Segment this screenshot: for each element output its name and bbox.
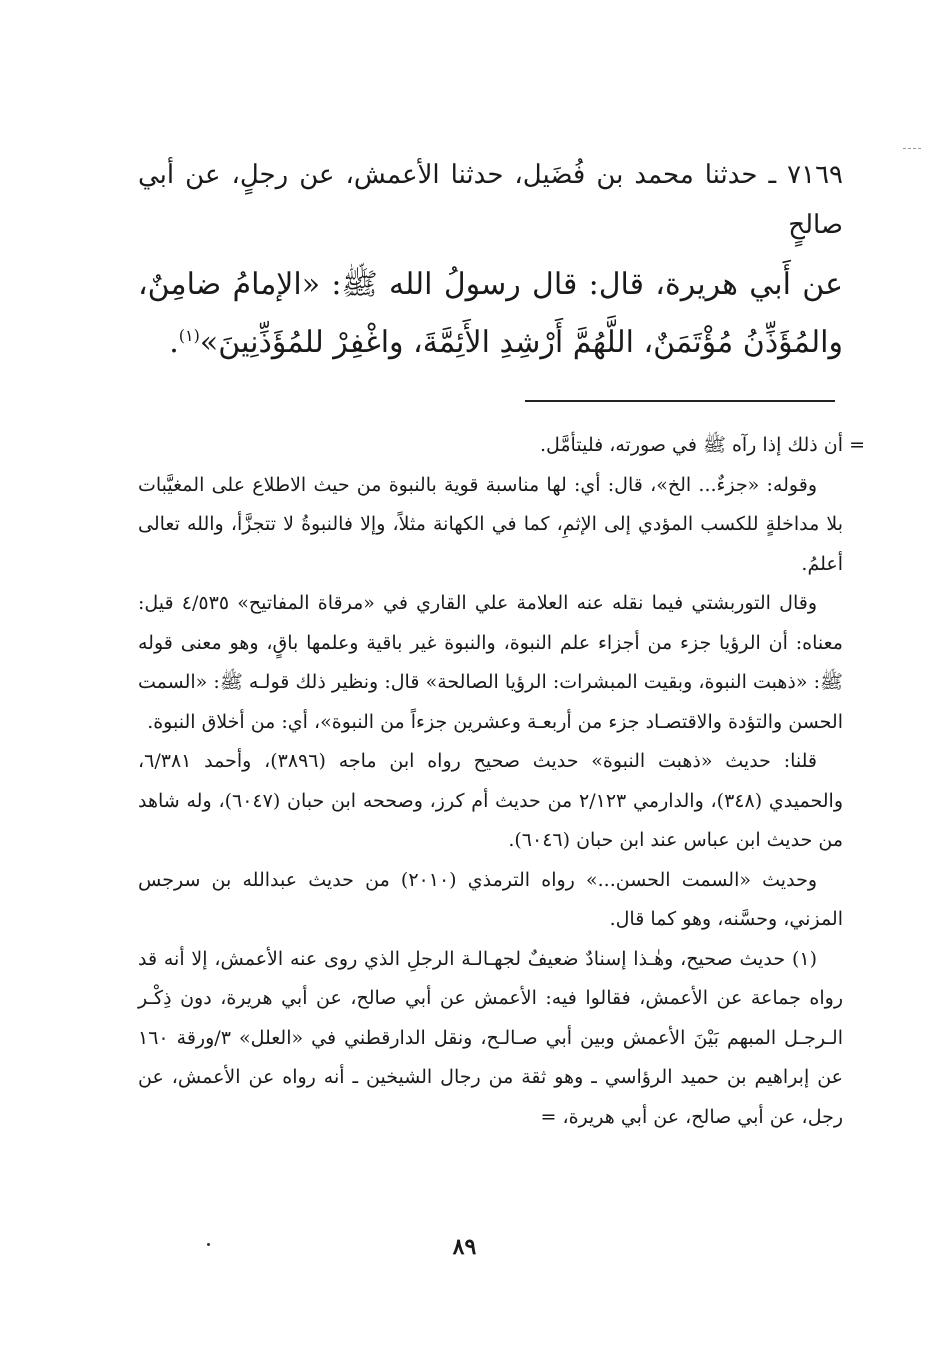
footnote-paragraph: وقوله: «جزءٌ... الخ»، قال: أي: لها مناسبة قوية بالنبوة من حيث الاطلاع على المغيَّبات بلا مداخلةٍ للكسب المؤدي إلى الإثمِ، كما في الكهانة مثلاً، وإلا فالنبوةُ لا تتجزَّأ، والله تعالى أعلمُ. xyxy=(138,473,843,575)
scan-edge-mark xyxy=(903,148,921,149)
footnote-reference: (١) xyxy=(178,326,200,345)
hadith-matn xyxy=(138,256,843,372)
hadith-end-mark: . xyxy=(169,325,179,360)
main-text xyxy=(138,150,843,372)
footnote-paragraph: وقال التوربشتي فيما نقله عنه العلامة علي القاري في «مرقاة المفاتيح» ٤/٥٣٥ قيل: معناه: أن الرؤيا جزء من أجزاء علم النبوة، والنبوة غير باقية وعلمها باقٍ، وهو معنى قوله ﷺ: «ذهبت النبوة، وبقيت المبشرات: الرؤيا الصالحة» قال: ونظير ذلك قولـه ﷺ: «السمت الحسن والتؤدة والاقتصـاد جزء من أربعـة وعشرين جزءاً من النبوة»، أي: من أخلاق النبوة. xyxy=(138,592,843,733)
hadith-isnad: ٧١٦٩ ـ حدثنا محمد بن فُضَيل، حدثنا الأعمش، عن رجلٍ، عن أبي صالحٍ xyxy=(138,160,843,240)
footnote-paragraph: قلنا: حديث «ذهبت النبوة» حديث صحيح رواه ابن ماجه (٣٨٩٦)، وأحمد ٦/٣٨١، والحميدي (٣٤٨)، والدارمي ٢/١٢٣ من حديث أم كرز، وصححه ابن حبان (٦٠٤٧)، وله شاهد من حديث ابن عباس عند ابن حبان (٦٠٤٦). xyxy=(138,750,843,851)
hadith-matn-text: عن أَبي هريرة، قال: قال رسولُ الله ﷺ: «الإمامُ ضامِنٌ، والمُؤَذِّنُ مُؤْتَمَنٌ، اللَّهُمَّ أَرْشِدِ الأَئِمَّةَ، واغْفِرْ للمُؤَذِّنِينَ» xyxy=(138,267,843,360)
footnote-continuation xyxy=(138,426,865,466)
continuation-mark: = xyxy=(849,434,865,456)
footnote-1: (١) حديث صحيح، وهٰـذا إسنادٌ ضعيفٌ لجهـالـة الرجلِ الذي روى عنه الأعمش، إلا أنه قد رواه جماعة عن الأعمش، فقالوا فيه: الأعمش عن أبي صالح، عن أبي هريرة، دون ذِكْـر الـرجـل المبهم بَيْنَ الأعمش وبين أبي صـالـح، ونقل الدارقطني في «العلل» ٣/ورقة ١٦٠ عن إبراهيم بن حميد الرؤاسي ـ وهو ثقة من رجال الشيخين ـ أنه رواه عن الأعمش، عن رجل، عن أبي صالح، عن أبي هريرة، = xyxy=(138,947,844,1128)
footnote-separator xyxy=(525,400,835,402)
page-number: ٨٩ xyxy=(452,1234,477,1260)
scan-speck xyxy=(207,1243,210,1246)
footnote-paragraph: أن ذلك إذا رآه ﷺ في صورته، فليتأمَّل. xyxy=(539,434,843,456)
footnotes xyxy=(138,426,865,1137)
footnote-paragraph: وحديث «السمت الحسن...» رواه الترمذي (٢٠١٠) من حديث عبدالله بن سرجس المزني، وحسَّنه، وهو كما قال. xyxy=(138,868,843,930)
